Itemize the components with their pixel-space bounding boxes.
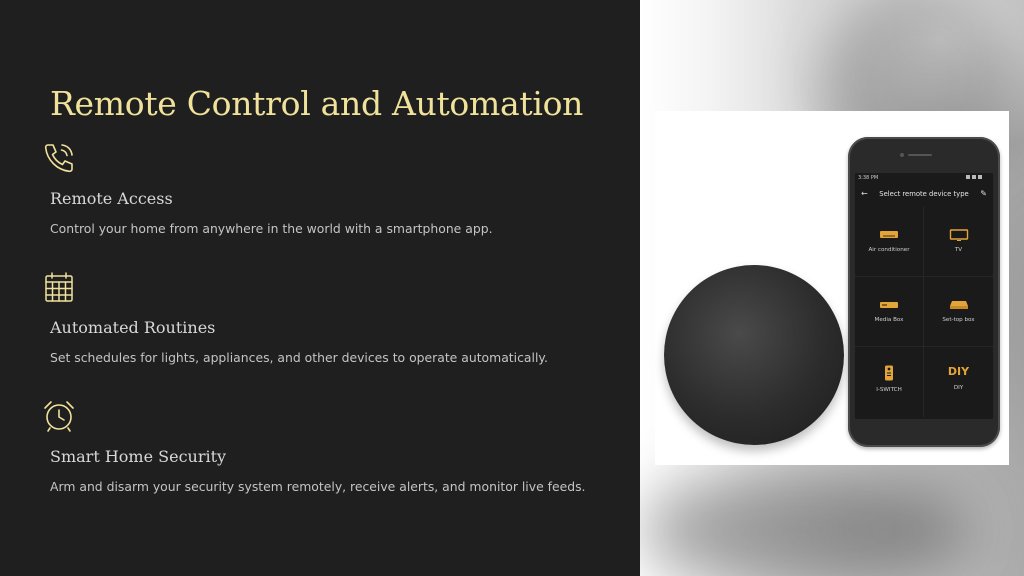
feature-description: Set schedules for lights, appliances, and other devices to operate automatically. xyxy=(50,350,548,365)
phone-icon xyxy=(42,141,76,175)
device-tile-set-top-box xyxy=(924,277,993,347)
slide-title: Remote Control and Automation xyxy=(50,84,584,123)
device-tile-diy xyxy=(924,347,993,417)
pencil-icon: ✎ xyxy=(980,189,987,198)
back-arrow-icon: ← xyxy=(861,189,868,198)
calendar-icon xyxy=(42,270,76,304)
app-header-title: Select remote device type xyxy=(879,190,969,198)
feature-heading: Smart Home Security xyxy=(50,447,227,466)
status-icons xyxy=(964,175,990,180)
device-tile-air-conditioner xyxy=(855,207,924,277)
feature-description: Control your home from anywhere in the world with a smartphone app. xyxy=(50,221,493,236)
phone-screen xyxy=(855,173,993,419)
device-type-grid xyxy=(855,207,993,417)
air-conditioner-icon xyxy=(879,229,899,241)
feature-description: Arm and disarm your security system remotely, receive alerts, and monitor live feeds. xyxy=(50,479,586,494)
status-time: 3:38 PM xyxy=(858,175,879,181)
product-photo xyxy=(655,111,1009,465)
device-label: DIY xyxy=(953,385,964,391)
feature-heading: Automated Routines xyxy=(50,318,216,337)
device-label: Air conditioner xyxy=(868,247,910,253)
device-label: I-SWITCH xyxy=(876,387,902,393)
device-label: Media Box xyxy=(874,317,904,323)
device-label: Set-top box xyxy=(942,317,975,323)
media-box-icon xyxy=(879,299,899,311)
image-panel xyxy=(640,0,1024,576)
app-header xyxy=(855,185,993,203)
device-label: TV xyxy=(954,247,963,253)
switch-remote-icon xyxy=(879,365,899,381)
device-tile-media-box xyxy=(855,277,924,347)
device-tile-tv xyxy=(924,207,993,277)
set-top-box-icon xyxy=(949,299,969,311)
smartphone xyxy=(848,137,1000,447)
tv-icon xyxy=(949,229,969,241)
background-shadow xyxy=(640,470,970,576)
phone-speaker xyxy=(908,154,932,156)
phone-camera xyxy=(900,153,904,157)
status-bar xyxy=(855,173,993,185)
feature-heading: Remote Access xyxy=(50,189,173,208)
device-tile-i-switch xyxy=(855,347,924,417)
diy-icon: DIY xyxy=(947,365,970,378)
smart-ir-hub xyxy=(664,265,844,445)
alarm-clock-icon xyxy=(42,399,76,433)
